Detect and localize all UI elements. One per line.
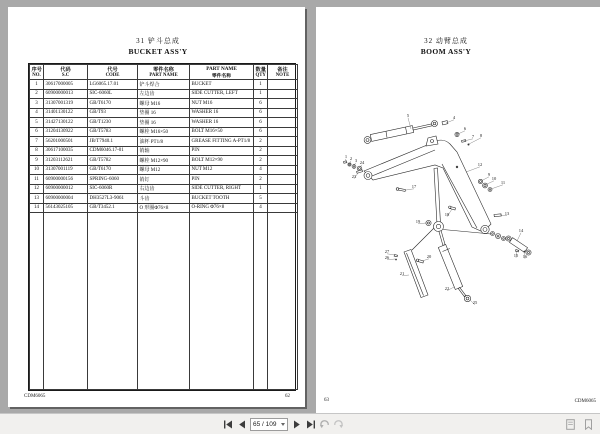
table-cell: 13 xyxy=(30,194,44,204)
left-page-title xyxy=(68,36,248,56)
viewer-toolbar xyxy=(0,413,600,434)
table-cell: 31307001319 xyxy=(44,99,88,109)
previous-view-button[interactable] xyxy=(319,418,330,431)
table-cell: BOLT M16×50 xyxy=(190,127,254,137)
diagram-callout-number: 17 xyxy=(411,184,417,189)
table-header-cell: 代码 S.C xyxy=(44,65,88,80)
table-cell xyxy=(268,108,298,118)
table-row xyxy=(30,137,298,147)
table-cell: 31204130922 xyxy=(44,127,88,137)
diagram-callout-number: 27 xyxy=(384,249,390,254)
pin-13 xyxy=(494,214,501,217)
table-cell: NUT M16 xyxy=(190,99,254,109)
diagram-callout-number: 5 xyxy=(406,113,410,118)
boom-arm-drawing xyxy=(364,136,491,234)
table-cell: GB/T5783 xyxy=(88,127,138,137)
table-cell xyxy=(268,127,298,137)
diagram-callout-number: 8 xyxy=(479,133,483,138)
table-cell: GB/T6170 xyxy=(88,99,138,109)
diagram-callout-number: 13 xyxy=(504,211,510,216)
next-page-button[interactable] xyxy=(291,418,302,431)
section-title-cn: 32 动臂总成 xyxy=(424,37,468,45)
callout-leader-line xyxy=(481,177,489,181)
table-header-cell: 备注 NOTE xyxy=(268,65,298,80)
table-row xyxy=(30,108,298,118)
table-cell: GB/T3452.1 xyxy=(88,203,138,213)
table-cell: 30617000005 xyxy=(44,80,88,90)
table-row xyxy=(30,118,298,128)
table-cell: 4 xyxy=(254,165,268,175)
table-cell: 6 xyxy=(254,108,268,118)
pdf-page-63 xyxy=(316,7,600,413)
table-row xyxy=(30,146,298,156)
table-row xyxy=(30,99,298,109)
table-header-cell: 序号 NO. xyxy=(30,65,44,80)
table-cell: 9 xyxy=(30,156,44,166)
plate-21 xyxy=(404,250,428,298)
table-header-cell: 零件名称 PART NAME xyxy=(138,65,190,80)
table-cell: 销钉 xyxy=(138,175,190,185)
diagram-callout-number: 4 xyxy=(452,115,456,120)
next-page-icon xyxy=(293,420,301,429)
table-cell: 14 xyxy=(30,203,44,213)
table-cell: 8 xyxy=(30,146,44,156)
footer-doc-code-right: CDM6065 xyxy=(574,399,596,404)
table-empty-area xyxy=(30,213,298,390)
table-row xyxy=(30,175,298,185)
table-cell: 6 xyxy=(254,99,268,109)
diagram-callout-number: 24 xyxy=(359,160,365,165)
table-cell: 12 xyxy=(30,184,44,194)
table-cell: 斗齿 xyxy=(138,194,190,204)
callout-leader-line xyxy=(485,181,494,185)
table-cell: 31203112621 xyxy=(44,156,88,166)
boom-cylinder-drawing xyxy=(364,121,437,144)
table-cell: WASHER 16 xyxy=(190,108,254,118)
table-cell: BUCKET TOOTH xyxy=(190,194,254,204)
parts-table xyxy=(29,64,298,390)
table-cell: 6 xyxy=(254,118,268,128)
diagram-callout-number: 26 xyxy=(384,255,390,260)
table-cell: GB/T6170 xyxy=(88,165,138,175)
table-cell: SIDE CUTTER, LEFT xyxy=(190,89,254,99)
table-cell: 10 xyxy=(30,165,44,175)
table-cell xyxy=(268,118,298,128)
table-cell: 5 xyxy=(254,194,268,204)
table-cell: 4 xyxy=(254,203,268,213)
page-number-input[interactable] xyxy=(250,418,288,431)
page-thumbnail-button[interactable] xyxy=(565,418,576,431)
bucket-cylinder-drawing xyxy=(438,231,470,302)
table-cell: 2 xyxy=(254,175,268,185)
table-row xyxy=(30,203,298,213)
chevron-down-icon xyxy=(281,423,285,426)
diagram-callout-number: 19 xyxy=(415,219,421,224)
last-page-icon xyxy=(306,420,316,429)
table-cell: SIDE CUTTER, RIGHT xyxy=(190,184,254,194)
callout-leader-line xyxy=(491,185,503,189)
table-cell xyxy=(268,89,298,99)
callout-leader-line xyxy=(469,138,481,144)
table-cell: 铲斗焊合 xyxy=(138,80,190,90)
table-cell: 1 xyxy=(254,80,268,90)
previous-page-button[interactable] xyxy=(236,418,247,431)
table-cell: SPRING-6060 xyxy=(88,175,138,185)
table-cell: 1 xyxy=(254,184,268,194)
pdf-page-62 xyxy=(8,7,305,407)
bookmark-button[interactable] xyxy=(583,418,594,431)
table-cell: 2 xyxy=(254,137,268,147)
diagram-callout-number: 15 xyxy=(513,253,519,258)
section-title-en: BUCKET ASS'Y xyxy=(128,47,188,56)
table-cell xyxy=(268,194,298,204)
table-cell: 1 xyxy=(30,80,44,90)
boom-assembly-diagram xyxy=(316,7,600,413)
table-cell: 6 xyxy=(30,127,44,137)
table-cell: 7 xyxy=(30,137,44,147)
toolbar-right-icons xyxy=(565,418,594,431)
table-cell: 4 xyxy=(30,108,44,118)
diagram-callout-number: 21 xyxy=(399,271,405,276)
table-cell xyxy=(268,203,298,213)
page-navigation-group xyxy=(222,417,344,432)
bookmark-icon xyxy=(584,419,593,430)
diagram-callout-number: 2 xyxy=(349,156,353,161)
table-cell: SIC-6060R xyxy=(88,184,138,194)
parts-table-container xyxy=(28,63,296,391)
section-title-cn: 31 铲斗总成 xyxy=(136,37,180,45)
footer-page-number-left: 62 xyxy=(285,394,290,399)
table-cell xyxy=(268,184,298,194)
table-row xyxy=(30,194,298,204)
table-cell: 60900000012 xyxy=(44,184,88,194)
diagram-callout-number: 22 xyxy=(444,286,450,291)
table-cell: 销轴 xyxy=(138,146,190,156)
diagram-callout-number: 6 xyxy=(463,126,467,131)
diagram-callout-number: 25 xyxy=(472,300,478,305)
table-header-cell: PART NAME 零件名称 xyxy=(190,65,254,80)
table-cell: 60900000156 xyxy=(44,175,88,185)
table-cell: 左边齿 xyxy=(138,89,190,99)
table-cell xyxy=(268,165,298,175)
table-cell: PIN xyxy=(190,146,254,156)
table-cell: 56201000501 xyxy=(44,137,88,147)
page-thumbnail-icon xyxy=(566,419,575,430)
diagram-callout-number: 10 xyxy=(491,176,497,181)
diagram-callout-number: 16 xyxy=(522,254,528,259)
table-row xyxy=(30,184,298,194)
table-row xyxy=(30,156,298,166)
next-view-button[interactable] xyxy=(333,418,344,431)
diagram-callout-number: 11 xyxy=(500,180,506,185)
callout-leader-line xyxy=(458,131,465,134)
table-cell: LG6065.17.01 xyxy=(88,80,138,90)
table-cell: GREASE FITTING A-PT1/8 xyxy=(190,137,254,147)
diagram-callout-number: 3 xyxy=(354,158,358,163)
table-cell: CDM6046.17-01 xyxy=(88,146,138,156)
diagram-callout-number: 12 xyxy=(477,162,483,167)
next-view-icon xyxy=(333,419,344,430)
diagram-callout-number: 20 xyxy=(426,254,432,259)
last-page-button[interactable] xyxy=(305,418,316,431)
table-cell: 2 xyxy=(254,156,268,166)
table-cell: PIN xyxy=(190,175,254,185)
table-header-cell: 代号 CODE xyxy=(88,65,138,80)
diagram-callout-number: 23 xyxy=(351,174,357,179)
table-cell: 56143025105 xyxy=(44,203,88,213)
table-cell: 油杯 PT1/8 xyxy=(138,137,190,147)
table-cell: 6 xyxy=(254,127,268,137)
table-cell: DH3527L3-9061 xyxy=(88,194,138,204)
table-cell: 31401130122 xyxy=(44,108,88,118)
table-cell: O 形圈Φ76×8 xyxy=(138,203,190,213)
table-cell xyxy=(268,80,298,90)
table-cell xyxy=(268,137,298,147)
callout-leader-line xyxy=(350,161,351,163)
table-cell: 5 xyxy=(30,118,44,128)
ring-19 xyxy=(426,220,431,225)
table-row xyxy=(30,80,298,90)
table-cell: 3 xyxy=(30,99,44,109)
rings-9-10-11 xyxy=(478,179,492,191)
table-cell: GB/T93 xyxy=(88,108,138,118)
table-cell: BOLT M12×90 xyxy=(190,156,254,166)
table-cell: 30617100035 xyxy=(44,146,88,156)
table-cell: 垫圈 16 xyxy=(138,118,190,128)
table-row xyxy=(30,89,298,99)
table-cell: 螺栓 M12×90 xyxy=(138,156,190,166)
table-header xyxy=(30,65,298,80)
table-body xyxy=(30,80,298,390)
table-cell: 1 xyxy=(254,89,268,99)
diagram-callout-number: 7 xyxy=(471,134,475,139)
table-cell: 2 xyxy=(30,89,44,99)
table-row xyxy=(30,127,298,137)
diagram-callout-number: 1 xyxy=(344,154,348,159)
table-cell: 2 xyxy=(254,146,268,156)
table-cell: 60900000013 xyxy=(44,89,88,99)
diagram-callout-number: 9 xyxy=(487,172,491,177)
table-cell: 60900000004 xyxy=(44,194,88,204)
diagram-callout-number: 14 xyxy=(518,228,524,233)
table-cell: 螺母 M12 xyxy=(138,165,190,175)
bolt-18 xyxy=(449,206,456,210)
table-row xyxy=(30,165,298,175)
first-page-button[interactable] xyxy=(222,418,233,431)
link-rod-14 xyxy=(491,232,532,256)
callout-leader-line xyxy=(422,259,429,261)
bolt-17 xyxy=(396,188,405,192)
table-cell: GB/T5782 xyxy=(88,156,138,166)
table-cell xyxy=(268,99,298,109)
table-header-cell: 数量 QTY xyxy=(254,65,268,80)
table-cell: BUCKET xyxy=(190,80,254,90)
page-number-value: 65 / 109 xyxy=(253,421,277,428)
previous-view-icon xyxy=(319,419,330,430)
callout-leader-line xyxy=(466,167,480,172)
first-page-icon xyxy=(223,420,233,429)
table-cell: WASHER 16 xyxy=(190,118,254,128)
section-title-en: BOOM ASS'Y xyxy=(420,47,472,56)
table-cell: 螺栓 M16×50 xyxy=(138,127,190,137)
callout-leader-line xyxy=(517,233,521,241)
diagram-callout-number: 18 xyxy=(444,212,450,217)
table-cell: 31427130122 xyxy=(44,118,88,128)
previous-page-icon xyxy=(238,420,246,429)
table-cell: 右边齿 xyxy=(138,184,190,194)
table-cell: 31307001119 xyxy=(44,165,88,175)
table-cell: SIC-6060L xyxy=(88,89,138,99)
table-cell xyxy=(268,146,298,156)
footer-doc-code-left: CDM6065 xyxy=(24,394,46,399)
table-cell: GB/T1230 xyxy=(88,118,138,128)
table-cell: 螺母 M16 xyxy=(138,99,190,109)
table-cell: O-RING Φ76×8 xyxy=(190,203,254,213)
table-cell: 垫圈 16 xyxy=(138,108,190,118)
footer-page-number-right: 63 xyxy=(324,398,329,403)
table-cell xyxy=(268,156,298,166)
table-cell: 11 xyxy=(30,175,44,185)
table-cell: NUT M12 xyxy=(190,165,254,175)
table-cell xyxy=(268,175,298,185)
table-cell: JB/T7940.1 xyxy=(88,137,138,147)
